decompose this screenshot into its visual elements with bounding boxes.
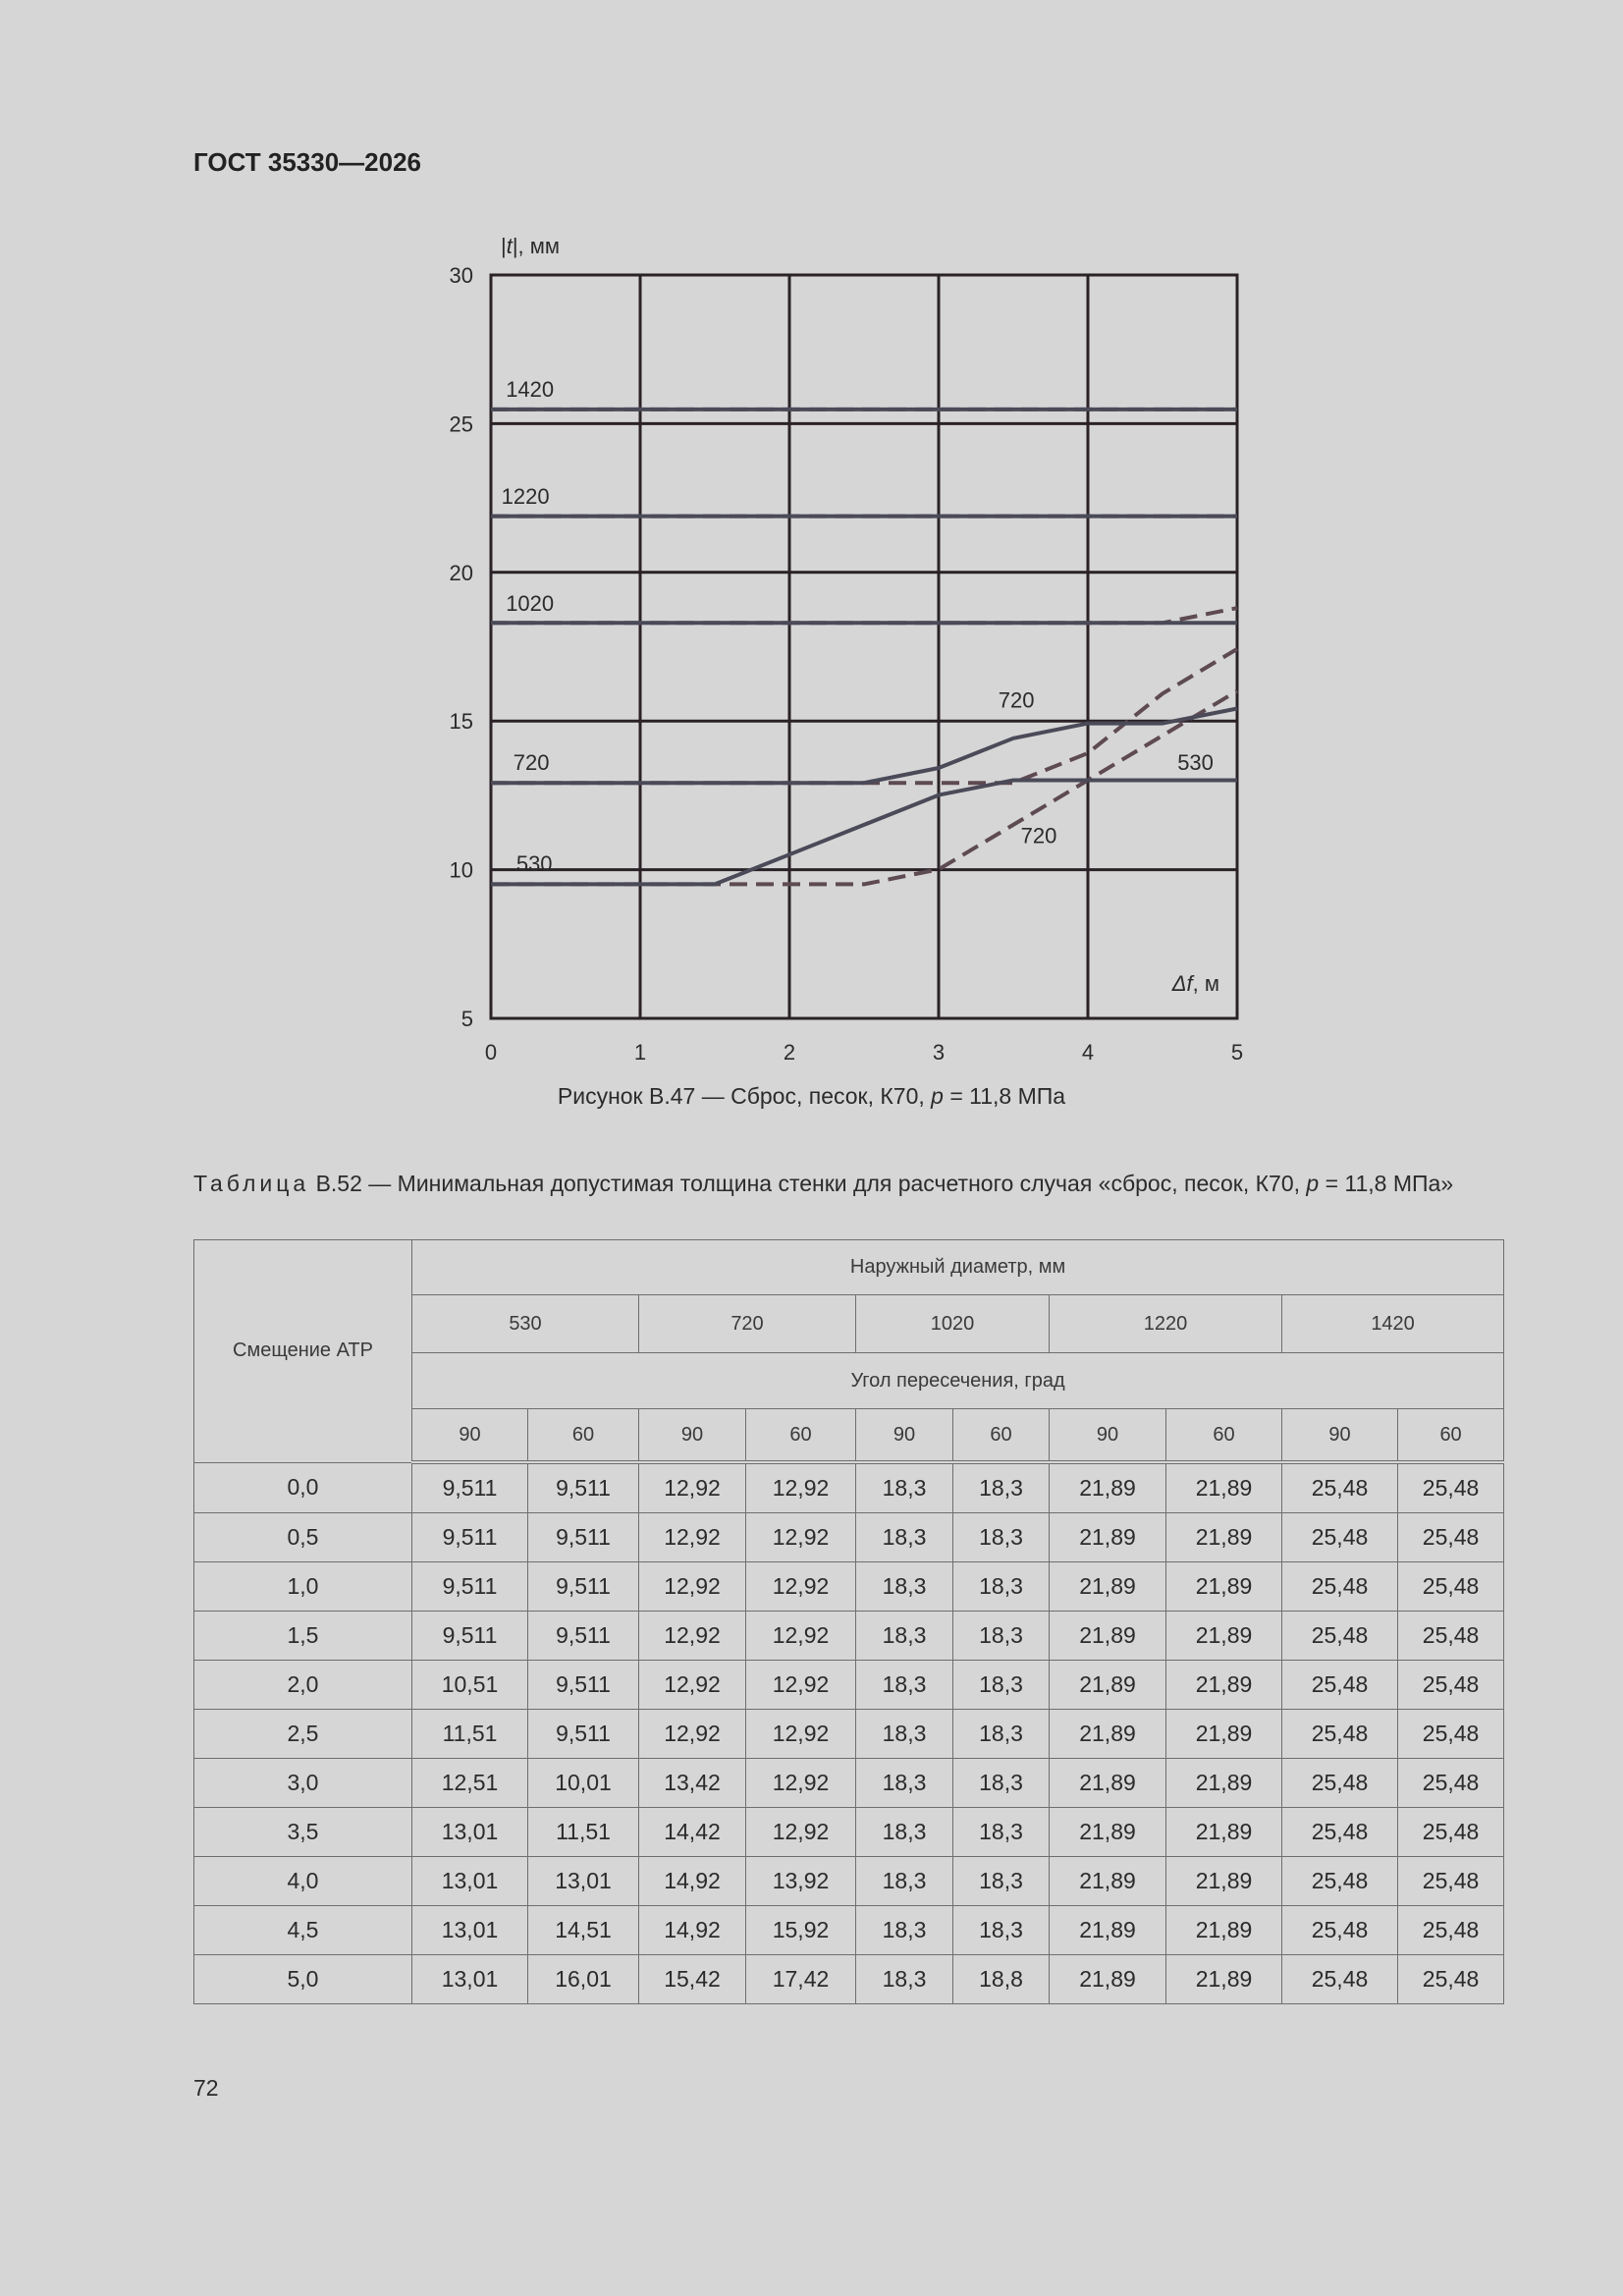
value-cell: 21,89 xyxy=(1166,1710,1282,1759)
value-cell: 25,48 xyxy=(1282,1906,1398,1955)
curve-label-720: 720 xyxy=(998,687,1035,713)
diameter-header: 1420 xyxy=(1282,1295,1504,1353)
figure-caption-suffix: = 11,8 МПа xyxy=(943,1083,1066,1109)
value-cell: 18,3 xyxy=(856,1612,953,1661)
value-cell: 21,89 xyxy=(1166,1661,1282,1710)
value-cell: 11,51 xyxy=(412,1710,528,1759)
row-label-cell: 4,5 xyxy=(194,1906,412,1955)
value-cell: 9,511 xyxy=(528,1661,639,1710)
value-cell: 25,48 xyxy=(1398,1955,1504,2004)
value-cell: 21,89 xyxy=(1050,1955,1166,2004)
value-cell: 9,511 xyxy=(412,1513,528,1562)
angle-cell: 60 xyxy=(1398,1409,1504,1463)
row-label-cell: 0,0 xyxy=(194,1462,412,1513)
value-cell: 25,48 xyxy=(1282,1955,1398,2004)
table-row xyxy=(194,1612,1504,1661)
row-header: Смещение АТР xyxy=(194,1240,412,1463)
value-cell: 25,48 xyxy=(1398,1513,1504,1562)
value-cell: 18,3 xyxy=(856,1808,953,1857)
value-cell: 25,48 xyxy=(1398,1612,1504,1661)
row-label-cell: 0,5 xyxy=(194,1513,412,1562)
value-cell: 21,89 xyxy=(1050,1462,1166,1513)
table-row xyxy=(194,1955,1504,2004)
value-cell: 18,3 xyxy=(953,1562,1050,1612)
series-line-720-dashed xyxy=(491,649,1237,783)
value-cell: 12,92 xyxy=(746,1513,856,1562)
angle-cell: 60 xyxy=(953,1409,1050,1463)
table-row xyxy=(194,1710,1504,1759)
value-cell: 21,89 xyxy=(1166,1808,1282,1857)
value-cell: 17,42 xyxy=(746,1955,856,2004)
angle-cell: 60 xyxy=(528,1409,639,1463)
x-tick-label: 3 xyxy=(932,1040,946,1065)
angle-cell: 90 xyxy=(412,1409,528,1463)
value-cell: 13,42 xyxy=(639,1759,746,1808)
figure-caption-var: p xyxy=(931,1083,944,1109)
value-cell: 14,51 xyxy=(528,1906,639,1955)
value-cell: 13,01 xyxy=(412,1955,528,2004)
value-cell: 13,01 xyxy=(412,1906,528,1955)
value-cell: 12,92 xyxy=(746,1462,856,1513)
value-cell: 12,92 xyxy=(639,1562,746,1612)
value-cell: 13,01 xyxy=(412,1857,528,1906)
document-header: ГОСТ 35330—2026 xyxy=(193,147,421,177)
value-cell: 25,48 xyxy=(1282,1661,1398,1710)
value-cell: 25,48 xyxy=(1398,1661,1504,1710)
value-cell: 21,89 xyxy=(1166,1857,1282,1906)
value-cell: 18,3 xyxy=(856,1759,953,1808)
value-cell: 18,3 xyxy=(856,1955,953,2004)
value-cell: 9,511 xyxy=(528,1462,639,1513)
value-cell: 25,48 xyxy=(1282,1462,1398,1513)
value-cell: 9,511 xyxy=(528,1562,639,1612)
value-cell: 18,3 xyxy=(953,1857,1050,1906)
angle-cell: 60 xyxy=(746,1409,856,1463)
curve-label-1020: 1020 xyxy=(506,591,555,617)
value-cell: 14,92 xyxy=(639,1857,746,1906)
figure-caption-prefix: Рисунок В.47 — Сброс, песок, К70, xyxy=(557,1083,932,1109)
table-row xyxy=(194,1906,1504,1955)
value-cell: 25,48 xyxy=(1398,1759,1504,1808)
x-axis-label: Δf, м xyxy=(1171,971,1219,996)
y-tick-label: 15 xyxy=(449,709,473,735)
value-cell: 14,92 xyxy=(639,1906,746,1955)
value-cell: 25,48 xyxy=(1398,1906,1504,1955)
value-cell: 12,51 xyxy=(412,1759,528,1808)
value-cell: 18,3 xyxy=(856,1462,953,1513)
diameter-header: 530 xyxy=(412,1295,639,1353)
value-cell: 12,92 xyxy=(746,1808,856,1857)
value-cell: 25,48 xyxy=(1282,1562,1398,1612)
plot-frame xyxy=(491,275,1237,1018)
value-cell: 13,92 xyxy=(746,1857,856,1906)
value-cell: 21,89 xyxy=(1166,1906,1282,1955)
value-cell: 14,42 xyxy=(639,1808,746,1857)
value-cell: 10,51 xyxy=(412,1661,528,1710)
x-tick-label: 1 xyxy=(633,1040,647,1065)
y-tick-label: 5 xyxy=(460,1007,473,1031)
value-cell: 15,92 xyxy=(746,1906,856,1955)
value-cell: 12,92 xyxy=(639,1513,746,1562)
value-cell: 25,48 xyxy=(1398,1857,1504,1906)
value-cell: 25,48 xyxy=(1398,1710,1504,1759)
value-cell: 21,89 xyxy=(1166,1759,1282,1808)
value-cell: 25,48 xyxy=(1282,1513,1398,1562)
value-cell: 21,89 xyxy=(1050,1562,1166,1612)
y-axis-label: |t|, мм xyxy=(501,234,561,258)
value-cell: 13,01 xyxy=(412,1808,528,1857)
value-cell: 12,92 xyxy=(639,1612,746,1661)
value-cell: 12,92 xyxy=(746,1710,856,1759)
row-label-cell: 5,0 xyxy=(194,1955,412,2004)
value-cell: 21,89 xyxy=(1050,1808,1166,1857)
value-cell: 12,92 xyxy=(746,1562,856,1612)
x-tick-label: 5 xyxy=(1230,1040,1244,1065)
table-row xyxy=(194,1808,1504,1857)
value-cell: 21,89 xyxy=(1050,1710,1166,1759)
row-label-cell: 4,0 xyxy=(194,1857,412,1906)
angle-cell: 90 xyxy=(856,1409,953,1463)
table-row xyxy=(194,1562,1504,1612)
row-label-cell: 2,0 xyxy=(194,1661,412,1710)
value-cell: 18,3 xyxy=(856,1906,953,1955)
row-label-cell: 3,0 xyxy=(194,1759,412,1808)
curve-label-720: 720 xyxy=(1020,823,1057,848)
table-row xyxy=(194,1661,1504,1710)
y-tick-label: 10 xyxy=(449,857,473,883)
value-cell: 12,92 xyxy=(746,1612,856,1661)
y-tick-label: 30 xyxy=(449,263,473,288)
value-cell: 13,01 xyxy=(528,1857,639,1906)
y-tick-label: 20 xyxy=(449,560,473,585)
value-cell: 21,89 xyxy=(1166,1612,1282,1661)
row-label-cell: 1,0 xyxy=(194,1562,412,1612)
group-header: Наружный диаметр, мм xyxy=(412,1240,1504,1295)
curve-label-530: 530 xyxy=(1177,750,1214,776)
value-cell: 9,511 xyxy=(528,1710,639,1759)
value-cell: 18,3 xyxy=(953,1612,1050,1661)
data-table xyxy=(193,1239,1504,2004)
value-cell: 18,3 xyxy=(953,1808,1050,1857)
value-cell: 21,89 xyxy=(1050,1857,1166,1906)
value-cell: 25,48 xyxy=(1398,1808,1504,1857)
table-row xyxy=(194,1759,1504,1808)
row-label-cell: 2,5 xyxy=(194,1710,412,1759)
value-cell: 25,48 xyxy=(1398,1462,1504,1513)
x-tick-label: 2 xyxy=(783,1040,796,1065)
value-cell: 25,48 xyxy=(1282,1612,1398,1661)
value-cell: 25,48 xyxy=(1282,1710,1398,1759)
value-cell: 9,511 xyxy=(412,1562,528,1612)
chart-svg xyxy=(422,221,1267,1075)
value-cell: 18,3 xyxy=(953,1513,1050,1562)
angle-header: Угол пересечения, град xyxy=(412,1353,1504,1409)
curve-label-720: 720 xyxy=(513,750,550,776)
value-cell: 12,92 xyxy=(639,1661,746,1710)
table-row xyxy=(194,1513,1504,1562)
value-cell: 21,89 xyxy=(1050,1661,1166,1710)
table-row xyxy=(194,1857,1504,1906)
diameter-header: 1020 xyxy=(856,1295,1050,1353)
value-cell: 12,92 xyxy=(746,1661,856,1710)
x-tick-label: 0 xyxy=(484,1040,498,1065)
chart xyxy=(422,221,1267,1075)
diameter-header: 720 xyxy=(639,1295,856,1353)
angle-cell: 90 xyxy=(1050,1409,1166,1463)
row-label-cell: 1,5 xyxy=(194,1612,412,1661)
angle-cell: 90 xyxy=(639,1409,746,1463)
value-cell: 18,8 xyxy=(953,1955,1050,2004)
value-cell: 15,42 xyxy=(639,1955,746,2004)
value-cell: 18,3 xyxy=(953,1906,1050,1955)
value-cell: 21,89 xyxy=(1050,1906,1166,1955)
figure-caption xyxy=(0,1083,1623,1110)
curve-label-1420: 1420 xyxy=(506,377,555,403)
series-line-1020-dashed xyxy=(491,608,1237,623)
value-cell: 18,3 xyxy=(856,1710,953,1759)
value-cell: 25,48 xyxy=(1398,1562,1504,1612)
value-cell: 12,92 xyxy=(746,1759,856,1808)
curve-label-530: 530 xyxy=(515,851,553,877)
row-label-cell: 3,5 xyxy=(194,1808,412,1857)
value-cell: 25,48 xyxy=(1282,1759,1398,1808)
x-tick-label: 4 xyxy=(1081,1040,1095,1065)
value-cell: 9,511 xyxy=(528,1612,639,1661)
value-cell: 18,3 xyxy=(953,1710,1050,1759)
value-cell: 18,3 xyxy=(856,1661,953,1710)
value-cell: 12,92 xyxy=(639,1462,746,1513)
value-cell: 9,511 xyxy=(528,1513,639,1562)
value-cell: 18,3 xyxy=(856,1513,953,1562)
value-cell: 18,3 xyxy=(953,1462,1050,1513)
curve-label-1220: 1220 xyxy=(501,484,550,510)
page-number: 72 xyxy=(193,2075,219,2101)
value-cell: 12,92 xyxy=(639,1710,746,1759)
diameter-header: 1220 xyxy=(1050,1295,1282,1353)
table-row xyxy=(194,1462,1504,1513)
value-cell: 21,89 xyxy=(1166,1513,1282,1562)
value-cell: 9,511 xyxy=(412,1462,528,1513)
value-cell: 10,01 xyxy=(528,1759,639,1808)
table-title-suffix: = 11,8 МПа» xyxy=(1319,1171,1454,1196)
value-cell: 18,3 xyxy=(856,1562,953,1612)
value-cell: 21,89 xyxy=(1050,1513,1166,1562)
angle-cell: 60 xyxy=(1166,1409,1282,1463)
value-cell: 18,3 xyxy=(953,1661,1050,1710)
table-title-label: Таблица xyxy=(193,1171,310,1196)
value-cell: 9,511 xyxy=(412,1612,528,1661)
value-cell: 25,48 xyxy=(1282,1808,1398,1857)
table-title xyxy=(193,1169,1505,1199)
value-cell: 21,89 xyxy=(1166,1462,1282,1513)
value-cell: 21,89 xyxy=(1050,1612,1166,1661)
value-cell: 21,89 xyxy=(1166,1955,1282,2004)
table-title-var: p xyxy=(1306,1171,1320,1196)
value-cell: 25,48 xyxy=(1282,1857,1398,1906)
value-cell: 11,51 xyxy=(528,1808,639,1857)
value-cell: 18,3 xyxy=(856,1857,953,1906)
value-cell: 18,3 xyxy=(953,1759,1050,1808)
y-tick-label: 25 xyxy=(449,411,473,437)
angle-cell: 90 xyxy=(1282,1409,1398,1463)
value-cell: 16,01 xyxy=(528,1955,639,2004)
value-cell: 21,89 xyxy=(1166,1562,1282,1612)
table-title-text: В.52 — Минимальная допустимая толщина стенки для расчетного случая «сброс, песок, К70, xyxy=(309,1171,1307,1196)
value-cell: 21,89 xyxy=(1050,1759,1166,1808)
